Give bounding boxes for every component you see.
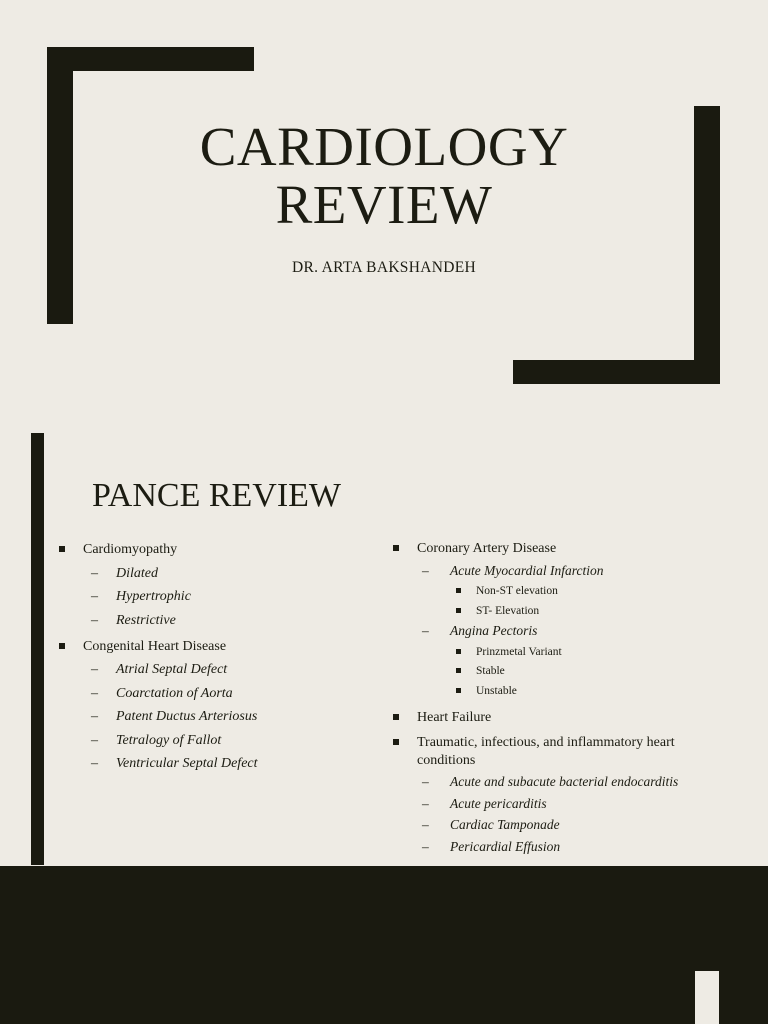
topic-label: Cardiomyopathy — [83, 542, 178, 557]
subtopic-item — [83, 685, 368, 703]
dash-bullet-icon: – — [91, 732, 98, 748]
topic-traumatic-infectious-inflammatory — [392, 734, 712, 856]
square-bullet-icon — [393, 714, 399, 720]
detail-item — [450, 583, 712, 599]
detail-item — [450, 663, 712, 679]
title-line-1: CARDIOLOGY — [199, 116, 569, 177]
dash-bullet-icon: – — [91, 662, 98, 677]
detail-list — [450, 583, 712, 619]
dash-bullet-icon: – — [91, 589, 98, 604]
topic-heart-failure — [392, 709, 712, 727]
detail-item — [450, 603, 712, 619]
subtopic-list — [83, 565, 368, 630]
subtopic-label: Patent Ductus Arteriosus — [116, 709, 258, 724]
subtopic-list — [417, 773, 712, 856]
subtopic-item — [417, 773, 712, 791]
square-bullet-icon — [456, 688, 461, 693]
dash-bullet-icon: – — [91, 612, 98, 628]
subtopic-item — [83, 565, 368, 583]
topic-cardiomyopathy — [58, 541, 368, 630]
subtopic-acute-mi — [417, 562, 712, 619]
subtopic-label: Angina Pectoris — [450, 623, 538, 638]
subtopic-item — [83, 588, 368, 606]
subtopic-label: Atrial Septal Defect — [116, 662, 228, 677]
square-bullet-icon — [456, 588, 461, 593]
dash-bullet-icon: – — [91, 685, 98, 701]
subtopic-label: Restrictive — [116, 612, 176, 628]
detail-label: Stable — [476, 665, 505, 677]
dash-bullet-icon: – — [422, 774, 429, 789]
subtopic-item — [417, 838, 712, 856]
right-topic-list — [392, 540, 712, 863]
next-slide-accent — [695, 971, 719, 1024]
subtopic-item — [83, 612, 368, 630]
dash-bullet-icon: – — [91, 709, 98, 724]
subtopic-list — [417, 562, 712, 699]
detail-label: Prinzmetal Variant — [476, 645, 562, 658]
subtopic-item — [83, 708, 368, 726]
title-line-2: REVIEW — [275, 174, 493, 235]
topic-label: Traumatic, infectious, and inflammatory heart conditions — [417, 734, 675, 768]
dash-bullet-icon: – — [91, 565, 98, 581]
detail-label: Non-ST elevation — [476, 585, 558, 597]
square-bullet-icon — [456, 608, 461, 613]
topic-congenital-heart-disease — [58, 638, 368, 774]
square-bullet-icon — [393, 545, 399, 551]
subtopic-label: Tetralogy of Fallot — [116, 732, 222, 748]
detail-label: ST- Elevation — [476, 604, 540, 617]
subtopic-item — [417, 816, 712, 834]
subtopic-label: Coarctation of Aorta — [116, 685, 233, 701]
detail-list — [450, 644, 712, 699]
dash-bullet-icon: – — [422, 562, 429, 578]
topic-coronary-artery-disease — [392, 540, 712, 699]
subtopic-item — [83, 661, 368, 679]
subtopic-item — [417, 795, 712, 813]
next-slide-band — [0, 866, 768, 1024]
subtopic-list — [83, 661, 368, 773]
topic-label: Heart Failure — [417, 709, 492, 725]
subtopic-label: Dilated — [116, 565, 158, 581]
subtopic-item — [83, 732, 368, 750]
subtopic-label: Acute Myocardial Infarction — [450, 562, 604, 578]
square-bullet-icon — [59, 546, 65, 552]
detail-label: Unstable — [476, 684, 517, 697]
slide-title — [0, 118, 768, 234]
subtopic-label: Acute pericarditis — [450, 795, 547, 811]
dash-bullet-icon: – — [422, 817, 429, 832]
subtopic-label: Acute and subacute bacterial endocarditis — [450, 774, 679, 789]
accent-side-bar — [31, 433, 44, 865]
dash-bullet-icon: – — [91, 756, 98, 771]
dash-bullet-icon: – — [422, 838, 429, 854]
subtopic-item — [83, 755, 368, 773]
slide-subtitle: DR. ARTA BAKSHANDEH — [292, 259, 476, 276]
dash-bullet-icon: – — [422, 795, 429, 811]
detail-item — [450, 644, 712, 660]
square-bullet-icon — [393, 739, 399, 745]
left-topic-list — [58, 541, 368, 781]
square-bullet-icon — [456, 649, 461, 654]
subtopic-angina — [417, 622, 712, 699]
subtopic-label: Cardiac Tamponade — [450, 817, 560, 832]
subtopic-label: Ventricular Septal Defect — [116, 756, 258, 771]
topic-label: Coronary Artery Disease — [417, 541, 557, 556]
subtopic-label: Hypertrophic — [116, 589, 191, 604]
section-heading: PANCE REVIEW — [92, 477, 342, 514]
square-bullet-icon — [59, 643, 65, 649]
dash-bullet-icon: – — [422, 623, 429, 638]
detail-item — [450, 683, 712, 699]
topic-label: Congenital Heart Disease — [83, 638, 227, 654]
square-bullet-icon — [456, 668, 461, 673]
subtopic-label: Pericardial Effusion — [450, 838, 561, 854]
frame-top-bar — [47, 47, 254, 71]
frame-bottom-bar — [513, 360, 720, 384]
